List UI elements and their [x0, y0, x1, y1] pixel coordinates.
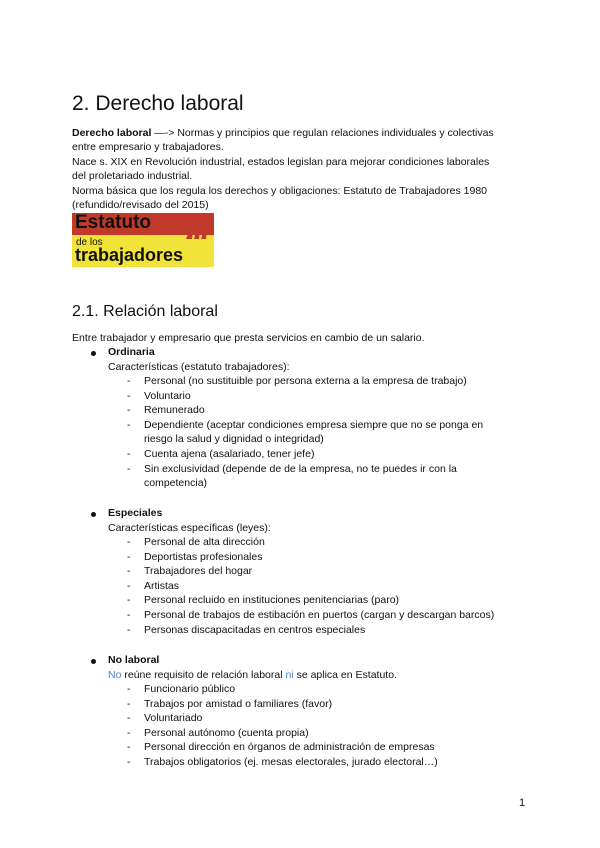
list-item-text: Sin exclusividad (depende de de la empresa, no te puedes ir con la	[144, 462, 457, 475]
list-item-text: Dependiente (aceptar condiciones empresa siempre que no se ponga en	[144, 418, 484, 431]
logo-line-3: trabajadores	[75, 245, 184, 265]
intro-line-3: Nace s. XIX en Revolución industrial, estados legislan para mejorar condiciones laborales	[72, 156, 490, 168]
list-item	[72, 432, 532, 447]
list-item	[72, 579, 532, 594]
estatuto-trabajadores-logo	[72, 213, 214, 267]
list-item-text: Funcionario público	[144, 683, 236, 695]
list-item-text: Personal autónomo (cuenta propia)	[144, 726, 309, 739]
bullet-dot	[91, 659, 96, 664]
list-item-text: Trabajos por amistad o familiares (favor)	[144, 697, 333, 710]
list-item	[72, 697, 532, 712]
list-item-text: Personal recluido en instituciones penitenciarias (paro)	[144, 594, 400, 607]
highlight-no: No	[108, 669, 122, 681]
list-item	[72, 550, 532, 565]
list-item-text: competencia)	[144, 477, 208, 490]
dash-marker: -	[127, 579, 131, 592]
bullet-especiales	[72, 506, 532, 521]
list-item-text: Voluntario	[144, 389, 191, 402]
list-item	[72, 726, 532, 741]
dash-marker: -	[127, 697, 131, 710]
intro-line-6: (refundido/revisado del 2015)	[72, 199, 209, 211]
bullet-ordinaria	[72, 345, 532, 360]
list-item-text: Personal (no sustituible por persona externa a la empresa de trabajo)	[144, 375, 467, 387]
list-item-text: Artistas	[144, 579, 180, 592]
bullet-dot	[91, 351, 96, 356]
list-item-text: Personal dirección en órganos de administración de empresas	[144, 741, 435, 754]
page-title: 2. Derecho laboral	[72, 92, 244, 115]
list-item	[72, 535, 532, 550]
list-item-text: Personas discapacitadas en centros especiales	[144, 623, 366, 636]
list-item	[72, 389, 532, 404]
dash-marker: -	[127, 550, 131, 563]
subtitle-text-b: se aplica en Estatuto.	[293, 669, 397, 681]
dash-marker: -	[127, 448, 131, 460]
dash-marker: -	[127, 418, 131, 431]
list-item	[72, 447, 532, 462]
page-number: 1	[519, 797, 526, 809]
list-item	[72, 462, 532, 477]
no-laboral-subtitle	[108, 668, 397, 683]
highlight-ni: ni	[285, 669, 294, 681]
intro-line-4: del proletariado industrial.	[72, 170, 193, 182]
dash-marker: -	[127, 741, 131, 754]
bullet-label: Especiales	[108, 507, 163, 519]
list-item	[72, 593, 532, 608]
bullet-label: Ordinaria	[108, 346, 155, 358]
list-item-text: Deportistas profesionales	[144, 550, 263, 563]
dash-marker: -	[127, 756, 131, 768]
list-item	[72, 711, 532, 726]
dash-marker: -	[127, 565, 131, 578]
list-item-text: riesgo la salud y dignidad o integridad)	[144, 433, 324, 446]
intro-line-1	[72, 126, 494, 141]
definition-text: —-> Normas y principios que regulan relaciones individuales y colectivas	[151, 127, 494, 139]
list-item	[72, 682, 532, 697]
especiales-subtitle: Características específicas (leyes):	[108, 522, 271, 534]
dash-marker: -	[127, 462, 131, 475]
term-derecho-laboral: Derecho laboral	[72, 127, 152, 139]
section-title: 2.1. Relación laboral	[72, 303, 218, 320]
dash-marker: -	[127, 594, 131, 607]
dash-marker: -	[127, 389, 131, 402]
subtitle-text-a: reúne requisito de relación laboral	[121, 669, 286, 681]
dash-marker: -	[127, 536, 131, 548]
intro-line-5: Norma básica que los regula los derechos y obligaciones: Estatuto de Trabajadores 1980	[72, 185, 488, 197]
logo-line-1: Estatuto	[75, 213, 151, 233]
list-item-text: Cuenta ajena (asalariado, tener jefe)	[144, 448, 315, 460]
list-item-text: Voluntariado	[144, 712, 203, 725]
list-item-text: Personal de alta dirección	[144, 536, 265, 548]
list-item	[72, 374, 532, 389]
dash-marker: -	[127, 712, 131, 725]
list-item-text: Personal de trabajos de estibación en puertos (cargan y descargan barcos)	[144, 609, 495, 621]
list-item	[72, 608, 532, 623]
list-item-text: Trabajos obligatorios (ej. mesas electorales, jurado electoral…)	[144, 756, 438, 768]
intro-line-2: entre empresario y trabajadores.	[72, 141, 224, 153]
dash-marker: -	[127, 609, 131, 621]
list-item	[72, 418, 532, 433]
bullet-no-laboral	[72, 653, 532, 668]
list-item	[72, 755, 532, 770]
bullet-dot	[91, 512, 96, 517]
list-item	[72, 403, 532, 418]
dash-marker: -	[127, 404, 131, 417]
list-item	[72, 740, 532, 755]
section-intro: Entre trabajador y empresario que presta servicios en cambio de un salario.	[72, 332, 425, 344]
list-item	[72, 623, 532, 638]
raised-fists-icon	[184, 225, 210, 241]
list-item	[72, 476, 532, 491]
list-item	[72, 564, 532, 579]
list-item-text: Trabajadores del hogar	[144, 565, 253, 578]
ordinaria-subtitle: Características (estatuto trabajadores):	[108, 361, 290, 373]
logo-line-2: de los	[76, 237, 103, 248]
list-item-text: Remunerado	[144, 404, 205, 417]
dash-marker: -	[127, 726, 131, 739]
bullet-label: No laboral	[108, 654, 160, 666]
dash-marker: -	[127, 683, 131, 695]
dash-marker: -	[127, 375, 131, 387]
dash-marker: -	[127, 623, 131, 636]
